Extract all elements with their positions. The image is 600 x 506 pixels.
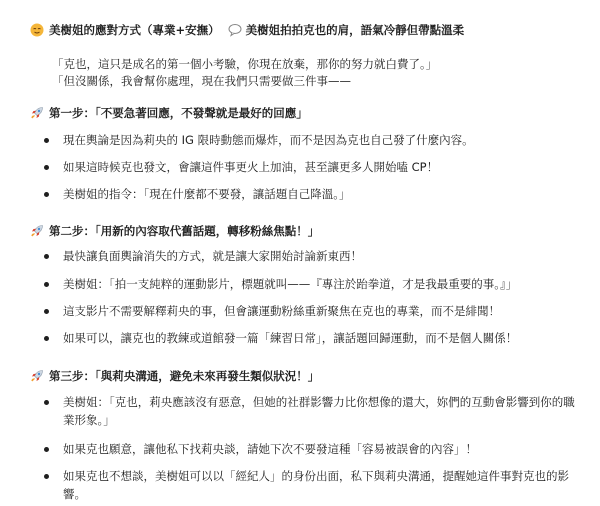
quote-line-1: 「克也，這只是成名的第一個小考驗，你現在放棄，那你的努力就白費了。」 <box>52 57 438 71</box>
rocket-icon <box>30 369 44 383</box>
list-item <box>44 440 477 458</box>
step-1-title: 第一步：「不要急著回應，不發聲就是最好的回應」 <box>49 106 308 120</box>
list-item <box>44 393 584 429</box>
step-3-title: 第三步：「與莉央溝通，避免未來再發生類似狀況！」 <box>49 369 320 383</box>
bullet-dot <box>44 336 49 341</box>
bullet-dot <box>44 282 49 287</box>
list-item-text: 如果克也不想談，美樹姐可以以「經紀人」的身份出面，私下與莉央溝通，提醒她這件事對克也的影響。 <box>63 469 569 501</box>
list-item-text: 如果可以，讓克也的教練或道館發一篇「練習日常」，讓話題回歸運動，而不是個人關係！ <box>63 331 518 345</box>
bullet-dot <box>44 192 49 197</box>
bullet-dot <box>44 474 49 479</box>
rocket-icon <box>30 106 44 120</box>
step-1-heading <box>30 104 308 122</box>
rocket-icon <box>30 224 44 238</box>
bullet-dot <box>44 254 49 259</box>
list-item-text: 最快讓負面輿論消失的方式，就是讓大家開始討論新東西！ <box>63 249 362 263</box>
speech-bubble-icon <box>228 23 242 37</box>
step-2-heading <box>30 222 319 240</box>
bullet-dot <box>44 447 49 452</box>
list-item-text: 這支影片不需要解釋莉央的事，但會讓運動粉絲重新聚焦在克也的專業，而不是緋聞！ <box>63 304 500 318</box>
list-item <box>44 275 517 293</box>
list-item <box>44 158 438 176</box>
list-item <box>44 302 500 320</box>
list-item <box>44 247 362 265</box>
list-item <box>44 467 584 503</box>
header-title: 美樹姐的應對方式（專業+安撫） <box>49 23 220 37</box>
list-item <box>44 185 351 203</box>
bullet-dot <box>44 138 49 143</box>
list-item <box>44 131 474 149</box>
bullet-dot <box>44 309 49 314</box>
relieved-face-icon <box>30 23 44 37</box>
step-2-title: 第二步：「用新的內容取代舊話題，轉移粉絲焦點！」 <box>49 224 320 238</box>
quote-line-2: 「但沒關係，我會幫你處理，現在我們只需要做三件事—— <box>52 74 351 88</box>
list-item-text: 現在輿論是因為莉央的 IG 限時動態而爆炸，而不是因為克也自己發了什麼內容。 <box>63 133 474 147</box>
step-3-heading <box>30 367 319 385</box>
bullet-dot <box>44 165 49 170</box>
list-item-text: 如果這時候克也發文，會讓這件事更火上加油，甚至讓更多人開始嗑 CP！ <box>63 160 439 174</box>
list-item-text: 美樹姐的指令：「現在什麼都不要發，讓話題自己降溫。」 <box>63 187 351 201</box>
header-subtitle: 美樹姐拍拍克也的肩，語氣冷靜但帶點溫柔 <box>245 23 465 37</box>
bullet-dot <box>44 400 49 405</box>
list-item <box>44 329 517 347</box>
header-line <box>30 21 464 39</box>
list-item-text: 美樹姐：「拍一支純粹的運動影片，標題就叫——『專注於跆拳道，才是我最重要的事。』」 <box>63 277 518 291</box>
list-item-text: 如果克也願意，讓他私下找莉央談，請她下次不要發這種「容易被誤會的內容」！ <box>63 442 477 456</box>
list-item-text: 美樹姐：「克也，莉央應該沒有惡意，但她的社群影響力比你想像的還大，妳們的互動會影響到你的職業形象。」 <box>63 395 575 427</box>
